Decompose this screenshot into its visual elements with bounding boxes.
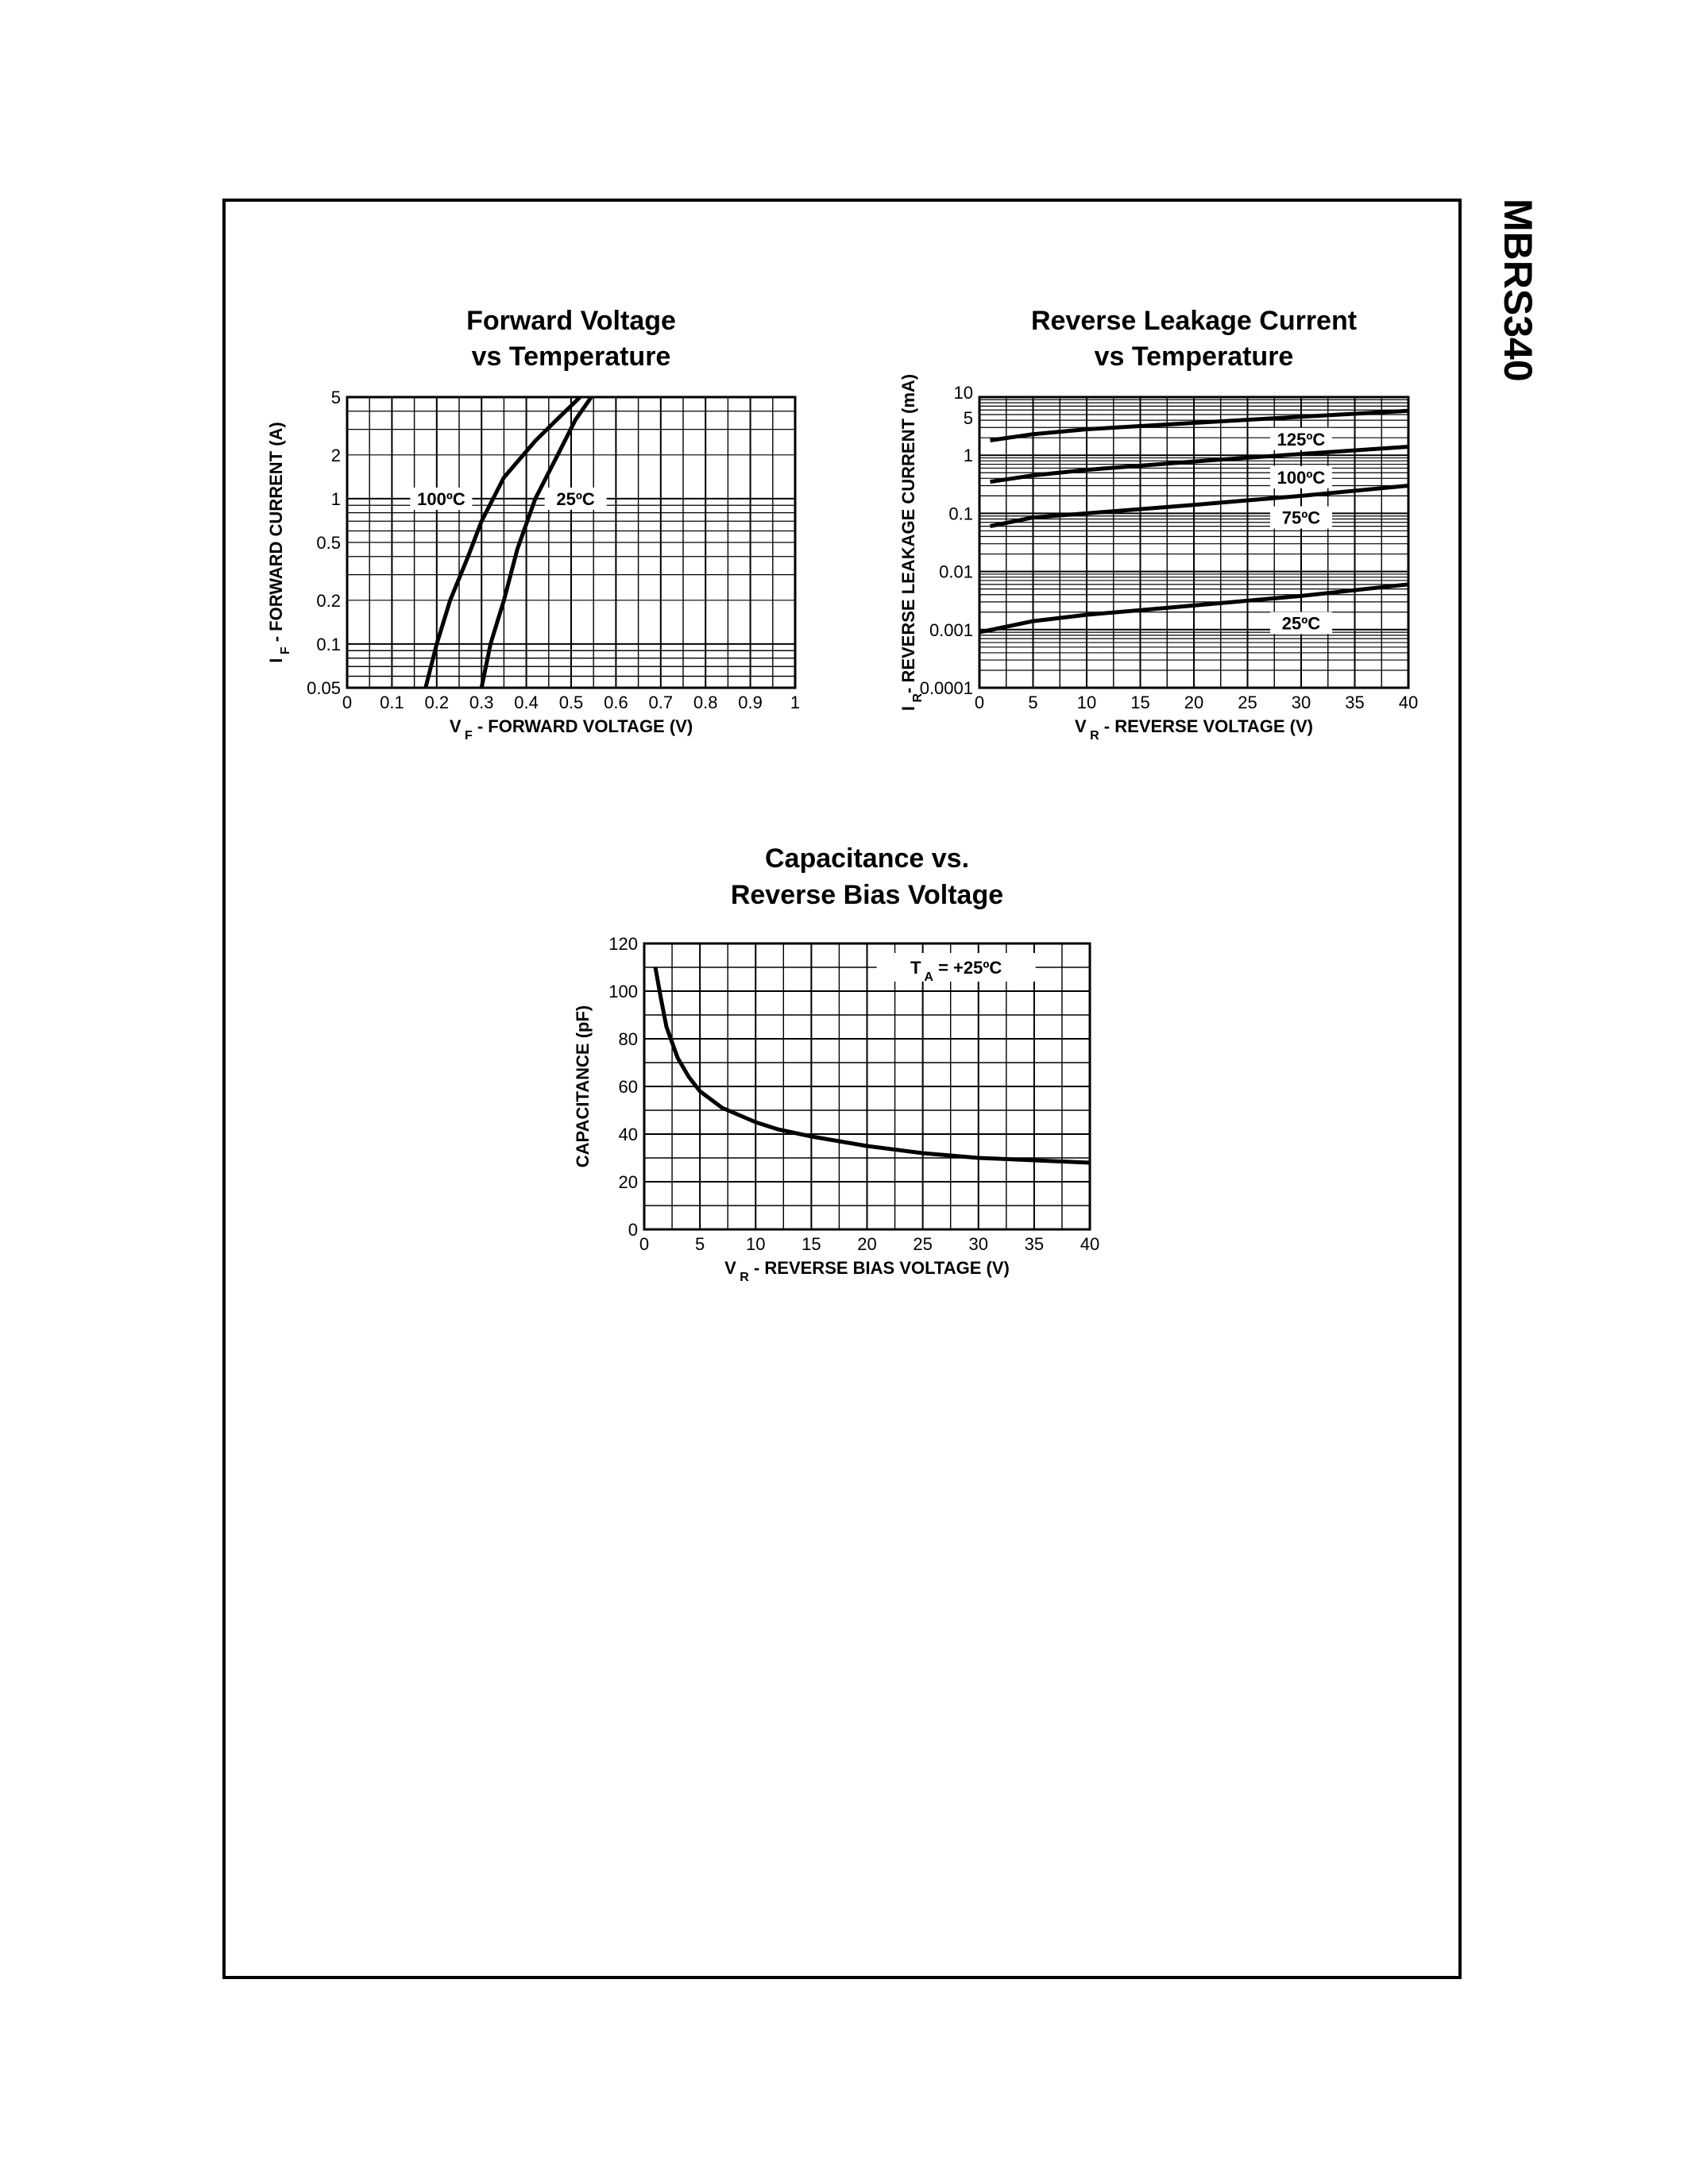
y-tick-label: 5 <box>330 388 341 407</box>
x-tick-label: 40 <box>1080 1234 1100 1254</box>
series-label-125c: 125ºC <box>1277 429 1326 450</box>
y-tick-label: 0.5 <box>316 533 341 553</box>
x-axis-label: V $_R$ - REVERSE VOLTAGE (V) <box>1074 716 1314 743</box>
chart-title-line: Capacitance vs. <box>764 843 970 874</box>
y-tick-label: 0.2 <box>316 590 341 611</box>
series-label-75c: 75ºC <box>1281 507 1321 528</box>
series-label-100c: 100ºC <box>417 488 465 509</box>
y-tick-label: 100 <box>608 982 638 1001</box>
x-tick-label: 25 <box>913 1234 933 1254</box>
chart-forward <box>266 306 800 743</box>
x-tick-label: 0.5 <box>558 693 584 712</box>
y-tick-label: 0.1 <box>948 504 973 524</box>
y-tick-label: 20 <box>618 1172 638 1192</box>
y-tick-label: 0.001 <box>929 619 973 640</box>
y-tick-label: 0.1 <box>316 634 341 654</box>
y-tick-label: 10 <box>953 383 973 403</box>
x-tick-label: 35 <box>1024 1234 1045 1254</box>
series-label-25c: 25ºC <box>1281 613 1321 634</box>
y-tick-label: 1 <box>330 488 341 509</box>
y-tick-label: 2 <box>330 445 341 465</box>
temperature-annotation: T $_A$ = +25ºC <box>910 958 1002 984</box>
x-tick-label: 20 <box>857 1234 877 1254</box>
chart-capacitance <box>573 843 1099 1284</box>
x-tick-label: 10 <box>1076 693 1097 712</box>
x-tick-label: 15 <box>1130 693 1150 712</box>
part-number: MBRS340 <box>1496 199 1540 382</box>
x-tick-label: 0.9 <box>738 693 763 712</box>
x-tick-label: 20 <box>1184 693 1204 712</box>
chart-leakage <box>898 306 1418 743</box>
y-tick-label: 0.05 <box>307 678 341 698</box>
y-tick-label: 0.0001 <box>919 678 973 698</box>
y-tick-label: 40 <box>618 1125 638 1144</box>
x-tick-label: 0 <box>974 693 985 712</box>
chart-title-line: Reverse Bias Voltage <box>730 880 1004 910</box>
y-tick-label: 60 <box>618 1077 638 1097</box>
chart-title-line: Reverse Leakage Current <box>1030 306 1358 336</box>
series-label-100c: 100ºC <box>1277 467 1326 488</box>
x-tick-label: 0.1 <box>380 693 404 712</box>
x-tick-label: 30 <box>1291 693 1311 712</box>
chart-title-line: vs Temperature <box>471 341 671 372</box>
chart-title-line: Forward Voltage <box>466 306 676 336</box>
x-tick-label: 0.4 <box>514 693 539 712</box>
x-tick-label: 35 <box>1345 693 1365 712</box>
x-tick-label: 0.6 <box>604 693 628 712</box>
x-tick-label: 10 <box>746 1234 766 1254</box>
x-tick-label: 0.2 <box>424 693 450 712</box>
y-tick-label: 120 <box>608 934 638 954</box>
series-line-75c <box>991 486 1409 527</box>
y-axis-label: I $_F$ - FORWARD CURRENT (A) <box>266 422 292 663</box>
x-axis-label: V $_F$ - FORWARD VOLTAGE (V) <box>449 716 693 743</box>
x-tick-label: 0.7 <box>648 693 674 712</box>
series-label-25c: 25ºC <box>556 488 595 509</box>
series-line-125c <box>991 411 1409 440</box>
x-tick-label: 0.8 <box>693 693 718 712</box>
x-tick-label: 15 <box>802 1234 821 1254</box>
x-tick-label: 30 <box>968 1234 988 1254</box>
y-tick-label: 80 <box>618 1029 638 1049</box>
x-tick-label: 5 <box>695 1234 705 1254</box>
x-tick-label: 40 <box>1398 693 1419 712</box>
y-tick-label: 0.01 <box>939 561 973 582</box>
y-tick-label: 1 <box>963 446 973 466</box>
chart-title-line: vs Temperature <box>1094 341 1294 372</box>
y-tick-label: 5 <box>963 408 973 429</box>
x-axis-label: V $_R$ - REVERSE BIAS VOLTAGE (V) <box>724 1258 1010 1284</box>
x-tick-label: 1 <box>790 693 801 712</box>
x-tick-label: 5 <box>1028 693 1038 712</box>
y-tick-label: 0 <box>628 1220 638 1240</box>
x-tick-label: 0.3 <box>469 693 494 712</box>
x-tick-label: 0 <box>342 693 353 712</box>
x-tick-label: 0 <box>639 1234 650 1254</box>
y-axis-label: CAPACITANCE (pF) <box>573 1005 593 1168</box>
y-axis-label: I $_R$- REVERSE LEAKAGE CURRENT (mA) <box>898 373 925 712</box>
x-tick-label: 25 <box>1238 693 1257 712</box>
